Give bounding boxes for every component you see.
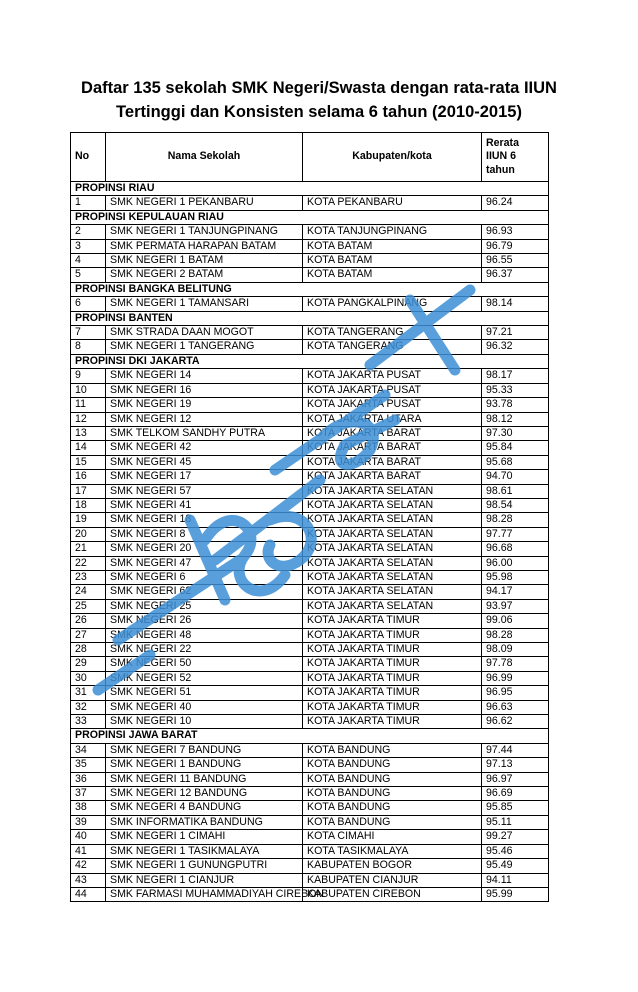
- province-row: [71, 182, 549, 196]
- row-regency: KOTA JAKARTA TIMUR: [303, 628, 482, 642]
- row-school-name: SMK NEGERI 25: [106, 599, 303, 613]
- table-row: [71, 239, 549, 253]
- row-rate: 98.28: [482, 513, 549, 527]
- row-regency: KOTA TASIKMALAYA: [303, 844, 482, 858]
- row-rate: 97.21: [482, 326, 549, 340]
- table-row: [71, 369, 549, 383]
- province-row: [71, 210, 549, 224]
- row-no: 36: [71, 772, 106, 786]
- row-rate: 97.77: [482, 527, 549, 541]
- table-row: [71, 844, 549, 858]
- row-no: 10: [71, 383, 106, 397]
- row-regency: KOTA JAKARTA TIMUR: [303, 671, 482, 685]
- row-regency: KOTA JAKARTA BARAT: [303, 455, 482, 469]
- row-no: 18: [71, 498, 106, 512]
- row-regency: KOTA JAKARTA TIMUR: [303, 700, 482, 714]
- row-school-name: SMK NEGERI 7 BANDUNG: [106, 743, 303, 757]
- row-rate: 96.32: [482, 340, 549, 354]
- row-no: 7: [71, 326, 106, 340]
- table-row: [71, 326, 549, 340]
- row-school-name: SMK NEGERI 6: [106, 570, 303, 584]
- row-school-name: SMK NEGERI 1 BANDUNG: [106, 758, 303, 772]
- row-rate: 96.00: [482, 556, 549, 570]
- table-row: [71, 599, 549, 613]
- row-school-name: SMK NEGERI 50: [106, 657, 303, 671]
- row-rate: 96.79: [482, 239, 549, 253]
- row-no: 23: [71, 570, 106, 584]
- table-row: [71, 542, 549, 556]
- row-rate: 95.11: [482, 815, 549, 829]
- table-row: [71, 686, 549, 700]
- row-no: 29: [71, 657, 106, 671]
- table-row: [71, 398, 549, 412]
- table-row: [71, 254, 549, 268]
- table-row: [71, 859, 549, 873]
- row-regency: KOTA BANDUNG: [303, 787, 482, 801]
- row-rate: 95.98: [482, 570, 549, 584]
- row-school-name: SMK NEGERI 41: [106, 498, 303, 512]
- row-school-name: SMK NEGERI 42: [106, 441, 303, 455]
- row-regency: KOTA BANDUNG: [303, 743, 482, 757]
- row-school-name: SMK NEGERI 1 PEKANBARU: [106, 196, 303, 210]
- row-no: 30: [71, 671, 106, 685]
- table-row: [71, 498, 549, 512]
- row-rate: 96.62: [482, 715, 549, 729]
- row-rate: 97.78: [482, 657, 549, 671]
- row-regency: KOTA JAKARTA BARAT: [303, 470, 482, 484]
- row-school-name: SMK NEGERI 16: [106, 383, 303, 397]
- table-row: [71, 801, 549, 815]
- row-rate: 95.68: [482, 455, 549, 469]
- row-rate: 96.63: [482, 700, 549, 714]
- row-rate: 95.49: [482, 859, 549, 873]
- table-row: [71, 628, 549, 642]
- row-no: 3: [71, 239, 106, 253]
- row-no: 32: [71, 700, 106, 714]
- table-row: [71, 340, 549, 354]
- row-no: 20: [71, 527, 106, 541]
- row-rate: 98.09: [482, 643, 549, 657]
- table-row: [71, 657, 549, 671]
- table-body: [71, 182, 549, 902]
- row-rate: 93.78: [482, 398, 549, 412]
- header-school: Nama Sekolah: [106, 133, 303, 182]
- row-regency: KOTA JAKARTA PUSAT: [303, 398, 482, 412]
- table-row: [71, 268, 549, 282]
- row-school-name: SMK NEGERI 22: [106, 643, 303, 657]
- row-rate: 94.70: [482, 470, 549, 484]
- row-school-name: SMK TELKOM SANDHY PUTRA: [106, 426, 303, 440]
- row-school-name: SMK NEGERI 1 TAMANSARI: [106, 297, 303, 311]
- row-regency: KOTA TANJUNGPINANG: [303, 225, 482, 239]
- row-no: 31: [71, 686, 106, 700]
- row-rate: 98.14: [482, 297, 549, 311]
- table-row: [71, 426, 549, 440]
- row-no: 41: [71, 844, 106, 858]
- row-school-name: SMK NEGERI 1 CIMAHI: [106, 830, 303, 844]
- table-row: [71, 772, 549, 786]
- table-row: [71, 484, 549, 498]
- table-row: [71, 513, 549, 527]
- header-rate-line-3: tahun: [486, 163, 515, 176]
- province-name: PROPINSI KEPULAUAN RIAU: [71, 210, 549, 224]
- school-table: [70, 132, 549, 902]
- row-school-name: SMK NEGERI 57: [106, 484, 303, 498]
- row-regency: KOTA JAKARTA SELATAN: [303, 542, 482, 556]
- row-school-name: SMK NEGERI 8: [106, 527, 303, 541]
- header-rate-line-2: IIUN 6: [486, 150, 517, 163]
- row-regency: KOTA BANDUNG: [303, 758, 482, 772]
- row-rate: 96.97: [482, 772, 549, 786]
- row-regency: KABUPATEN CIANJUR: [303, 873, 482, 887]
- row-regency: KOTA JAKARTA BARAT: [303, 441, 482, 455]
- row-school-name: SMK STRADA DAAN MOGOT: [106, 326, 303, 340]
- document-title: [0, 76, 638, 124]
- row-no: 43: [71, 873, 106, 887]
- title-line-1: Daftar 135 sekolah SMK Negeri/Swasta dengan rata-rata IIUN: [81, 79, 557, 97]
- table-row: [71, 527, 549, 541]
- row-no: 22: [71, 556, 106, 570]
- row-no: 42: [71, 859, 106, 873]
- row-rate: 94.17: [482, 585, 549, 599]
- row-no: 4: [71, 254, 106, 268]
- row-rate: 93.97: [482, 599, 549, 613]
- table-header-row: [71, 133, 549, 182]
- row-regency: KOTA JAKARTA SELATAN: [303, 484, 482, 498]
- province-row: [71, 311, 549, 325]
- row-no: 40: [71, 830, 106, 844]
- row-rate: 95.46: [482, 844, 549, 858]
- province-name: PROPINSI BANGKA BELITUNG: [71, 282, 549, 296]
- row-rate: 96.93: [482, 225, 549, 239]
- row-regency: KOTA BANDUNG: [303, 772, 482, 786]
- row-regency: KOTA JAKARTA SELATAN: [303, 527, 482, 541]
- row-no: 34: [71, 743, 106, 757]
- row-school-name: SMK NEGERI 2 BATAM: [106, 268, 303, 282]
- table-row: [71, 412, 549, 426]
- province-name: PROPINSI BANTEN: [71, 311, 549, 325]
- province-name: PROPINSI DKI JAKARTA: [71, 354, 549, 368]
- row-school-name: SMK NEGERI 14: [106, 369, 303, 383]
- row-school-name: SMK NEGERI 19: [106, 398, 303, 412]
- row-school-name: SMK NEGERI 45: [106, 455, 303, 469]
- table-row: [71, 225, 549, 239]
- row-no: 33: [71, 715, 106, 729]
- header-regency: Kabupaten/kota: [303, 133, 482, 182]
- row-regency: KOTA BATAM: [303, 239, 482, 253]
- row-no: 21: [71, 542, 106, 556]
- table-row: [71, 887, 549, 901]
- table-row: [71, 297, 549, 311]
- row-rate: 96.69: [482, 787, 549, 801]
- row-no: 17: [71, 484, 106, 498]
- row-no: 12: [71, 412, 106, 426]
- row-school-name: SMK NEGERI 1 GUNUNGPUTRI: [106, 859, 303, 873]
- row-regency: KOTA JAKARTA PUSAT: [303, 369, 482, 383]
- row-no: 25: [71, 599, 106, 613]
- province-row: [71, 354, 549, 368]
- row-regency: KOTA PEKANBARU: [303, 196, 482, 210]
- row-no: 37: [71, 787, 106, 801]
- table-row: [71, 643, 549, 657]
- row-no: 8: [71, 340, 106, 354]
- row-school-name: SMK NEGERI 51: [106, 686, 303, 700]
- province-name: PROPINSI JAWA BARAT: [71, 729, 549, 743]
- row-regency: KOTA JAKARTA TIMUR: [303, 686, 482, 700]
- row-school-name: SMK NEGERI 17: [106, 470, 303, 484]
- row-rate: 98.17: [482, 369, 549, 383]
- table-row: [71, 743, 549, 757]
- table-row: [71, 470, 549, 484]
- row-no: 35: [71, 758, 106, 772]
- row-rate: 96.95: [482, 686, 549, 700]
- row-school-name: SMK NEGERI 1 CIANJUR: [106, 873, 303, 887]
- table-row: [71, 196, 549, 210]
- row-school-name: SMK NEGERI 1 TASIKMALAYA: [106, 844, 303, 858]
- table-row: [71, 758, 549, 772]
- row-school-name: SMK NEGERI 20: [106, 542, 303, 556]
- row-regency: KOTA JAKARTA UTARA: [303, 412, 482, 426]
- row-rate: 98.28: [482, 628, 549, 642]
- row-rate: 94.11: [482, 873, 549, 887]
- row-no: 2: [71, 225, 106, 239]
- row-school-name: SMK NEGERI 47: [106, 556, 303, 570]
- row-regency: KOTA TANGERANG: [303, 340, 482, 354]
- row-regency: KOTA JAKARTA SELATAN: [303, 556, 482, 570]
- table-row: [71, 570, 549, 584]
- row-regency: KOTA JAKARTA SELATAN: [303, 498, 482, 512]
- row-school-name: SMK NEGERI 1 BATAM: [106, 254, 303, 268]
- row-school-name: SMK NEGERI 62: [106, 585, 303, 599]
- row-no: 27: [71, 628, 106, 642]
- row-rate: 98.61: [482, 484, 549, 498]
- row-rate: 95.33: [482, 383, 549, 397]
- row-no: 39: [71, 815, 106, 829]
- row-no: 11: [71, 398, 106, 412]
- row-regency: KOTA JAKARTA BARAT: [303, 426, 482, 440]
- row-rate: 99.27: [482, 830, 549, 844]
- row-school-name: SMK NEGERI 1 TANJUNGPINANG: [106, 225, 303, 239]
- row-school-name: SMK PERMATA HARAPAN BATAM: [106, 239, 303, 253]
- row-no: 15: [71, 455, 106, 469]
- province-row: [71, 282, 549, 296]
- row-regency: KOTA JAKARTA SELATAN: [303, 599, 482, 613]
- table-row: [71, 830, 549, 844]
- row-regency: KOTA BATAM: [303, 254, 482, 268]
- row-no: 1: [71, 196, 106, 210]
- table-row: [71, 585, 549, 599]
- row-school-name: SMK NEGERI 48: [106, 628, 303, 642]
- row-rate: 97.30: [482, 426, 549, 440]
- row-school-name: SMK NEGERI 10: [106, 715, 303, 729]
- row-school-name: SMK NEGERI 18: [106, 513, 303, 527]
- row-no: 38: [71, 801, 106, 815]
- row-school-name: SMK NEGERI 40: [106, 700, 303, 714]
- row-school-name: SMK NEGERI 4 BANDUNG: [106, 801, 303, 815]
- row-rate: 96.68: [482, 542, 549, 556]
- table-row: [71, 671, 549, 685]
- row-regency: KOTA JAKARTA TIMUR: [303, 657, 482, 671]
- table-row: [71, 455, 549, 469]
- row-regency: KOTA JAKARTA TIMUR: [303, 715, 482, 729]
- table-row: [71, 383, 549, 397]
- row-regency: KABUPATEN BOGOR: [303, 859, 482, 873]
- table-row: [71, 715, 549, 729]
- row-rate: 98.54: [482, 498, 549, 512]
- table-row: [71, 873, 549, 887]
- row-rate: 96.37: [482, 268, 549, 282]
- row-regency: KOTA BANDUNG: [303, 815, 482, 829]
- row-school-name: SMK NEGERI 11 BANDUNG: [106, 772, 303, 786]
- row-no: 44: [71, 887, 106, 901]
- row-regency: KOTA JAKARTA SELATAN: [303, 585, 482, 599]
- row-regency: KOTA JAKARTA SELATAN: [303, 513, 482, 527]
- row-school-name: SMK INFORMATIKA BANDUNG: [106, 815, 303, 829]
- row-no: 28: [71, 643, 106, 657]
- row-school-name: SMK NEGERI 26: [106, 614, 303, 628]
- row-regency: KOTA JAKARTA TIMUR: [303, 614, 482, 628]
- table-row: [71, 815, 549, 829]
- row-regency: KOTA JAKARTA TIMUR: [303, 643, 482, 657]
- row-rate: 95.84: [482, 441, 549, 455]
- row-no: 6: [71, 297, 106, 311]
- row-rate: 96.24: [482, 196, 549, 210]
- row-no: 24: [71, 585, 106, 599]
- row-regency: KOTA JAKARTA PUSAT: [303, 383, 482, 397]
- row-rate: 95.85: [482, 801, 549, 815]
- table-row: [71, 614, 549, 628]
- row-rate: 96.55: [482, 254, 549, 268]
- row-no: 26: [71, 614, 106, 628]
- row-school-name: SMK NEGERI 52: [106, 671, 303, 685]
- table-row: [71, 441, 549, 455]
- row-rate: 97.13: [482, 758, 549, 772]
- row-rate: 98.12: [482, 412, 549, 426]
- row-rate: 96.99: [482, 671, 549, 685]
- row-no: 9: [71, 369, 106, 383]
- title-line-2: Tertinggi dan Konsisten selama 6 tahun (2010-2015): [116, 103, 522, 121]
- row-school-name: SMK FARMASI MUHAMMADIYAH CIREBON: [106, 887, 303, 901]
- row-no: 14: [71, 441, 106, 455]
- header-rate-line-1: Rerata: [486, 136, 519, 149]
- header-no: No: [71, 133, 106, 182]
- row-regency: KABUPATEN CIREBON: [303, 887, 482, 901]
- table-row: [71, 787, 549, 801]
- row-rate: 95.99: [482, 887, 549, 901]
- row-no: 5: [71, 268, 106, 282]
- header-rate: [482, 133, 549, 182]
- row-no: 19: [71, 513, 106, 527]
- province-row: [71, 729, 549, 743]
- row-regency: KOTA BANDUNG: [303, 801, 482, 815]
- row-no: 16: [71, 470, 106, 484]
- table-row: [71, 556, 549, 570]
- row-regency: KOTA CIMAHI: [303, 830, 482, 844]
- row-regency: KOTA TANGERANG: [303, 326, 482, 340]
- province-name: PROPINSI RIAU: [71, 182, 549, 196]
- row-regency: KOTA PANGKALPINANG: [303, 297, 482, 311]
- row-regency: KOTA BATAM: [303, 268, 482, 282]
- row-school-name: SMK NEGERI 12 BANDUNG: [106, 787, 303, 801]
- row-regency: KOTA JAKARTA SELATAN: [303, 570, 482, 584]
- row-school-name: SMK NEGERI 1 TANGERANG: [106, 340, 303, 354]
- table-row: [71, 700, 549, 714]
- row-school-name: SMK NEGERI 12: [106, 412, 303, 426]
- row-rate: 99.06: [482, 614, 549, 628]
- row-rate: 97.44: [482, 743, 549, 757]
- row-no: 13: [71, 426, 106, 440]
